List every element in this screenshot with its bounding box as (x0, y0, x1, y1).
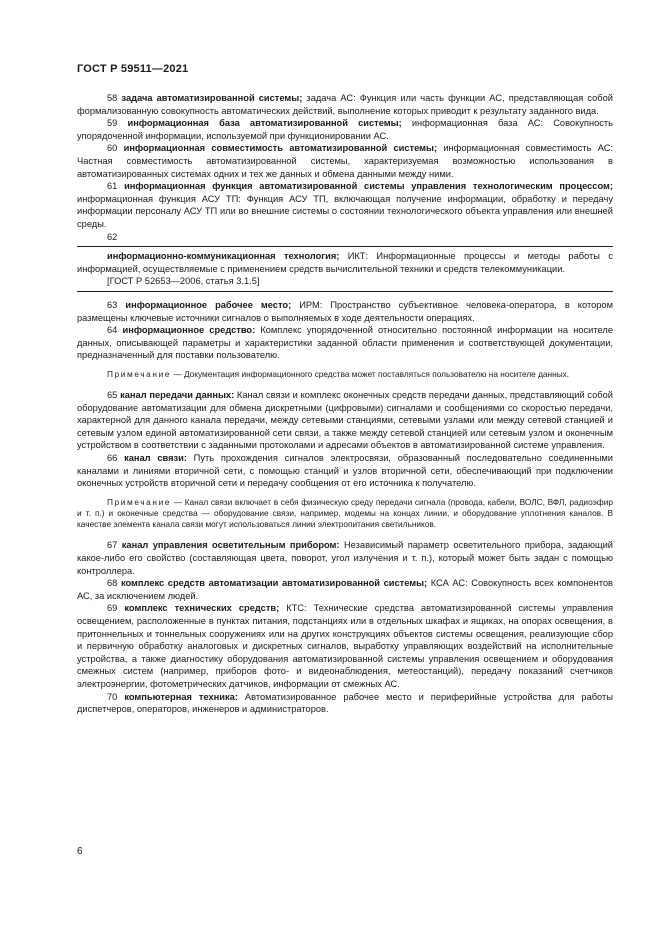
term-entry-69: 69 комплекс технических средств; КТС: Технические средства автоматизированной системы управления освещением, расположенные в пунктах питания, подстанциях или в отдельных шкафах и ящиках, на опорах освещения, в притоннельных и тоннельных сооружениях или на других конструкциях объектов системы освещения, реализующие сбор и первичную обработку аналоговых и дискретных сигналов, выработку управляющих воздействий на исполнительные устройства, а также диагностику оборудования автоматизированной системы управления освещением и оборудования смежных систем (например, приборов фото- и видеонаблюдения, метеостанций), передачу показаний счетчиков электроэнергии, фотометрических датчиков, информации от смежных АС. (77, 603, 613, 689)
term-entry-58: 58 задача автоматизированной системы; задача АС: Функция или часть функции АС, представляющая собой формализованную совокупность автоматических действий, выполнение которых приводит к результату заданного вида. (77, 93, 613, 116)
note-64: Примечание — Документация информационного средства может поставляться пользователю на носителе данных. (107, 368, 570, 379)
term-name: канал связи: (124, 453, 187, 464)
term-name: информационная совместимость автоматизированной системы; (123, 143, 438, 154)
term-entry-65: 65 канал передачи данных: Канал связи и комплекс оконечных средств передачи данных, представляющий собой оборудование автоматизации для обмена дискретными (цифровыми) сигналами и сообщениями со скоростью передачи, характерной для данного канала передачи, между сетевыми станциями, сетевыми узлами или между сетевой станцией и сетевым узлом единой автоматизированной сети связи, а также между сетевой станцией или сетевым узлом и оконечным устройством в соответствии с заданными протоколами и адресами объектов в автоматизированной системе управления. (77, 390, 614, 451)
term-entry-70: 70 компьютерная техника: Автоматизированное рабочее место и периферийные устройства для работы диспетчеров, операторов, инженеров и администраторов. (77, 691, 613, 715)
term-entry-61: 61 информационная функция автоматизированной системы управления технологическим процессом; информационная функция АСУ ТП: Функция АСУ ТП, включающая получение информации, обработку и передачу информации персоналу АСУ ТП или во внешние системы о состоянии технологического объекта управления или внешней среды. (77, 181, 613, 229)
term-entry-62-number: 62 (107, 231, 118, 242)
term-name: информационное средство: (122, 325, 256, 336)
term-entry-62-box (77, 246, 613, 292)
term-name: информационная функция автоматизированной системы управления технологическим процессом; (124, 181, 613, 192)
document-body (77, 92, 613, 716)
term-name: комплекс технических средств; (124, 603, 280, 614)
term-name: информационная база автоматизированной системы; (127, 118, 402, 129)
term-name: канал передачи данных: (120, 390, 235, 401)
term-entry-66: 66 канал связи: Путь прохождения сигналов электросвязи, образованный последовательно соединенными каналами и линиями вторичной сети, с помощью станций и узлов вторичной сети, обеспечивающий при подключении оконечных устройств вторичной сети и передачу сообщения от его источника к получателю. (77, 453, 613, 489)
term-entry-64: 64 информационное средство: Комплекс упорядоченной относительно постоянной информации на носителе данных, описывающей параметры и характеристики заданной области применения и соответствующей документации, предназначенный для поставки пользователю. (77, 325, 613, 361)
term-name: информационно-коммуникационная технология; (107, 251, 340, 262)
term-entry-68: 68 комплекс средств автоматизации автоматизированной системы; КСА АС: Совокупность всех компонентов АС, за исключением людей. (77, 578, 613, 601)
document-code: ГОСТ Р 59511—2021 (77, 63, 189, 75)
note-66: Примечание — Канал связи включает в себя физическую среду передачи сигнала (провода, кабели, ВОЛС, ВФЛ, радиоэфир и т. п.) и оконечные средства — оборудование связи, например, модемы на концах линии, и оборудование уплотнения каналов. В качестве элемента канала связи могут использоваться линии электропитания светильников. (77, 496, 613, 530)
page-number: 6 (77, 846, 83, 857)
term-entry-67: 67 канал управления осветительным прибором: Независимый параметр осветительного прибора, задающий какое-либо его свойство (составляющая цвета, поворот, угол излучения и т. п.), который может быть задан с помощью контроллера. (77, 540, 613, 576)
term-entry-63: 63 информационное рабочее место; ИРМ: Пространство субъективное человека-оператора, в котором размещены ключевые источники сигналов о выполняемых в ходе деятельности операциях. (77, 299, 613, 323)
term-name: компьютерная техника: (124, 691, 238, 702)
term-entry-62: информационно-коммуникационная технология; ИКТ: Информационные процессы и методы работы с информацией, осуществляемые с применением средств вычислительной техники и средств телекоммуникации. (77, 251, 613, 274)
term-entry-60: 60 информационная совместимость автоматизированной системы; информационная совместимость АС: Частная совместимость автоматизированной системы, характеризуемая возможностью использования в автоматизированных системах одних и тех же данных и обмена данными между ними. (77, 143, 613, 179)
term-name: информационное рабочее место; (125, 299, 292, 310)
term-name: комплекс средств автоматизации автоматизированной системы; (120, 578, 428, 589)
term-entry-59: 59 информационная база автоматизированной системы; информационная база АС: Совокупность упорядоченной информации, используемой при функционировании АС. (77, 118, 613, 141)
term-source: [ГОСТ Р 52653—2006, статья 3.1.5] (107, 276, 260, 287)
term-name: задача автоматизированной системы; (121, 93, 303, 103)
term-name: канал управления осветительным прибором: (121, 540, 340, 551)
